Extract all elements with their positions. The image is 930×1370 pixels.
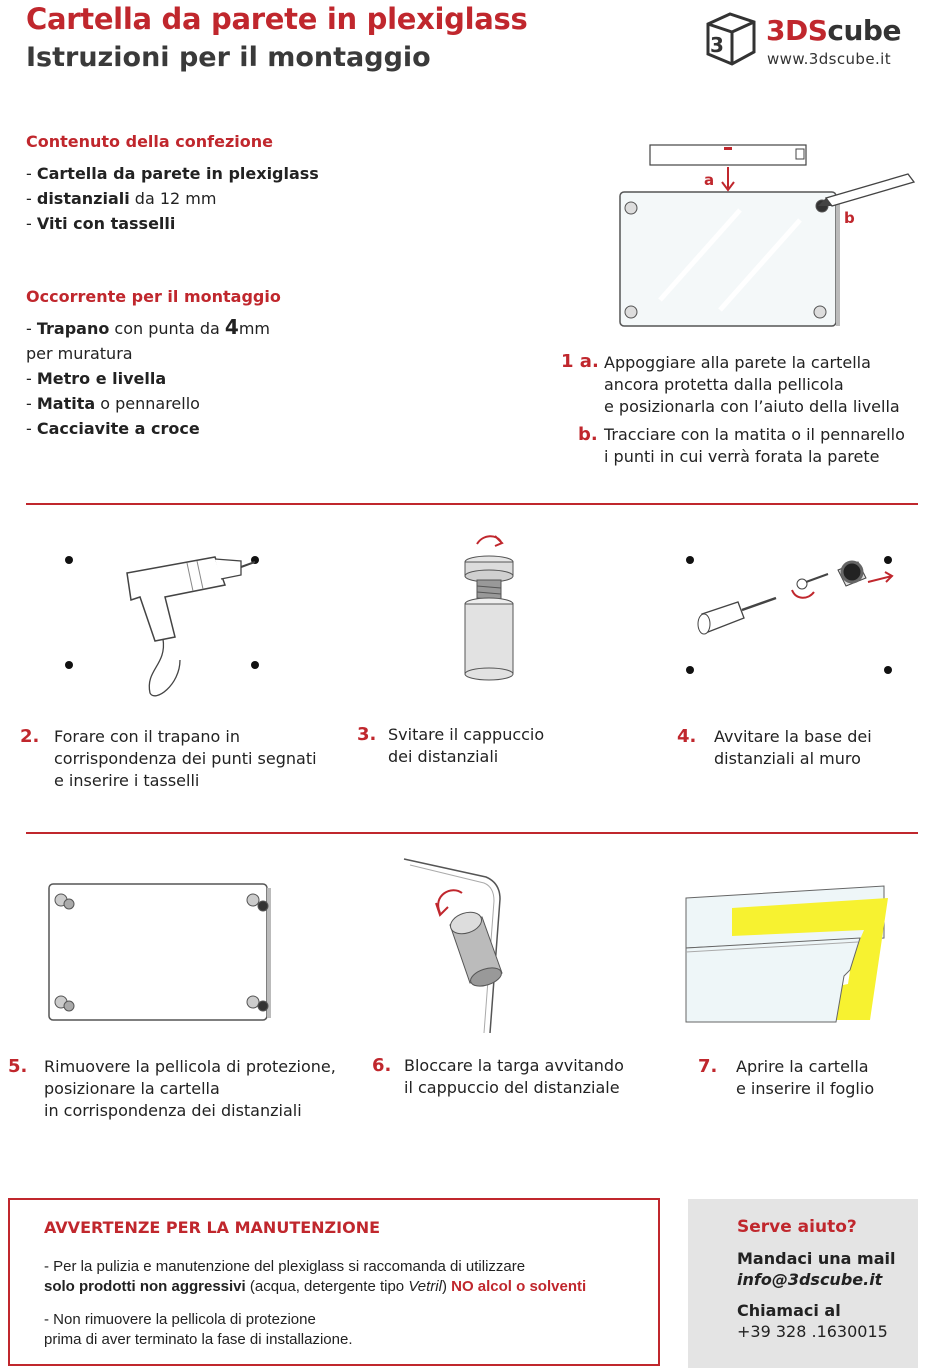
step-4-text: Avvitare la base dei distanziali al muro (714, 727, 872, 768)
step-2-text: Forare con il trapano in corrispondenza dei punti segnati e inserire i tasselli (54, 727, 317, 790)
help-phone[interactable]: +39 328 .1630015 (737, 1322, 888, 1341)
list-item: - Viti con tasselli (26, 214, 176, 233)
step-6-text: Bloccare la targa avvitando il cappuccio del distanziale (404, 1056, 624, 1097)
step-2-number: 2. (20, 726, 40, 747)
contents-list (26, 161, 319, 236)
warning-text: - Per la pulizia e manutenzione del plexiglass si raccomanda di utilizzare solo prodotti non aggressivi (acqua, detergente tipo Vetril) NO alcol o solventi (44, 1258, 587, 1295)
list-item: - Cartella da parete in plexiglass (26, 164, 319, 183)
open-folder-illustration (684, 880, 894, 1030)
step-1a-number: 1 a. (561, 351, 599, 372)
screwdriver-base-illustration (680, 548, 900, 678)
warning-heading: AVVERTENZE PER LA MANUTENZIONE (44, 1218, 381, 1237)
step-7-text: Aprire la cartella e inserire il foglio (736, 1057, 875, 1098)
help-contacts: Mandaci una mail info@3dscube.it Chiamaci al +39 328 .1630015 (737, 1249, 896, 1341)
help-email-link[interactable]: info@3dscube.it (737, 1270, 883, 1289)
drill-illustration (55, 545, 275, 705)
step-3-number: 3. (357, 724, 377, 745)
needed-list (26, 315, 270, 441)
needed-heading: Occorrente per il montaggio (26, 287, 281, 306)
section-divider (26, 503, 918, 505)
panel-level-illustration (600, 140, 920, 335)
label-b: b (844, 209, 855, 227)
cap-screw-illustration (400, 855, 515, 1035)
contents-heading: Contenuto della confezione (26, 132, 273, 151)
section-divider (26, 832, 918, 834)
step-1b-number: b. (578, 424, 598, 445)
step-6-number: 6. (372, 1055, 392, 1076)
brand-url: www.3dscube.it (767, 50, 891, 68)
list-item: - Matita o pennarello (26, 394, 200, 413)
list-item: - Trapano con punta da 4mm (26, 315, 270, 339)
label-a: a (704, 171, 715, 189)
cube-logo-icon (700, 10, 762, 70)
brand-logo-text: 3DScube (766, 14, 901, 47)
step-3-text: Svitare il cappuccio dei distanziali (388, 725, 545, 766)
svg-text:3: 3 (710, 33, 724, 57)
step-4-number: 4. (677, 726, 697, 747)
step-7-number: 7. (698, 1056, 718, 1077)
page-subtitle: Istruzioni per il montaggio (26, 42, 431, 73)
list-item: - Cacciavite a croce (26, 419, 200, 438)
step-1b-text: Tracciare con la matita o il pennarello i punti in cui verrà forata la parete (604, 425, 905, 466)
spacer-unscrew-illustration (455, 532, 525, 682)
panel-mounted-illustration (45, 880, 275, 1025)
step-1a-text: Appoggiare alla parete la cartella ancora protetta dalla pellicola e posizionarla con l’aiuto della livella (604, 353, 900, 416)
list-item: - Metro e livella (26, 369, 167, 388)
warning-text-2: - Non rimuovere la pellicola di protezione prima di aver terminato la fase di installazione. (44, 1311, 353, 1348)
step-5-text: Rimuovere la pellicola di protezione, posizionare la cartella in corrispondenza dei distanziali (44, 1057, 336, 1120)
page-title: Cartella da parete in plexiglass (26, 2, 528, 36)
step-5-number: 5. (8, 1056, 28, 1077)
list-item: per muratura (26, 344, 133, 363)
list-item: - distanziali da 12 mm (26, 189, 217, 208)
help-heading: Serve aiuto? (737, 1217, 857, 1237)
